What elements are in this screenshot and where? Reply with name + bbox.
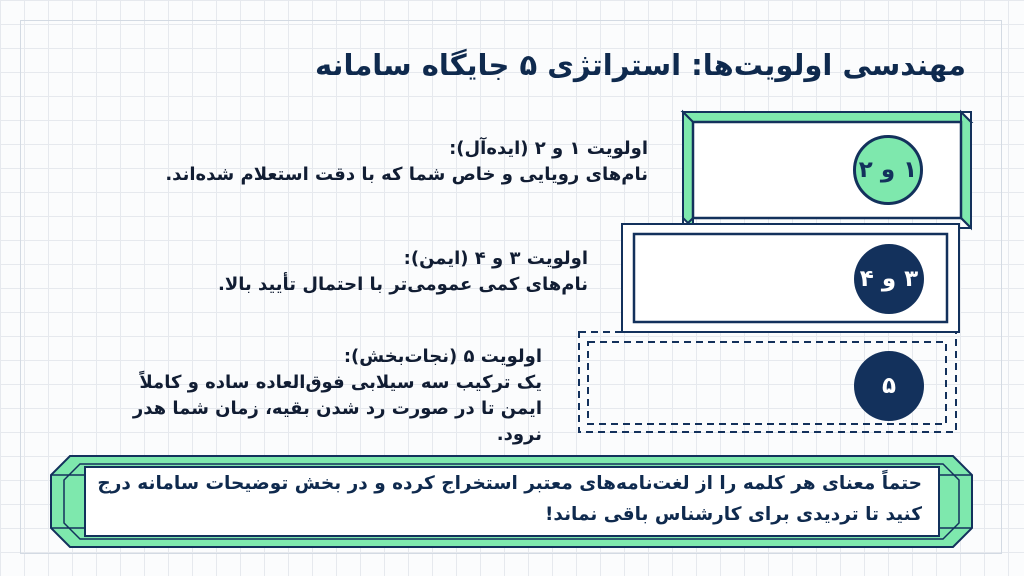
tier-safe-heading: اولویت ۳ و ۴ (ایمن): (403, 248, 588, 269)
page-title: مهندسی اولویت‌ها: استراتژی ۵ جایگاه سامانه (314, 48, 966, 82)
badge-priority-5: ۵ (854, 351, 924, 421)
tier-ideal-text (148, 136, 648, 188)
tier-safe-description: نام‌های کمی عمومی‌تر با احتمال تأیید بالا. (218, 274, 588, 295)
badge-priority-1-2: ۱ و ۲ (853, 135, 923, 205)
badge-priority-3-4: ۳ و ۴ (854, 244, 924, 314)
tier-rescue-description: یک ترکیب سه سیلابی فوق‌العاده ساده و کاملاً ایمن تا در صورت رد شدن بقیه، زمان شما هدر نرود. (132, 372, 542, 445)
tier-box-ideal (683, 112, 971, 228)
tier-ideal-heading: اولویت ۱ و ۲ (ایده‌آل): (449, 138, 648, 159)
tier-rescue-text (122, 344, 542, 448)
tier-rescue-heading: اولویت ۵ (نجات‌بخش): (343, 346, 542, 367)
tier-ideal-description: نام‌های رویایی و خاص شما که با دقت استعلام شده‌اند. (165, 164, 648, 185)
tier-safe-text (128, 246, 588, 298)
note-text: حتماً معنای هر کلمه را از لغت‌نامه‌های معتبر استخراج کرده و در بخش توضیحات سامانه درج کنید تا تردیدی برای کارشناس باقی نماند! (97, 473, 922, 525)
